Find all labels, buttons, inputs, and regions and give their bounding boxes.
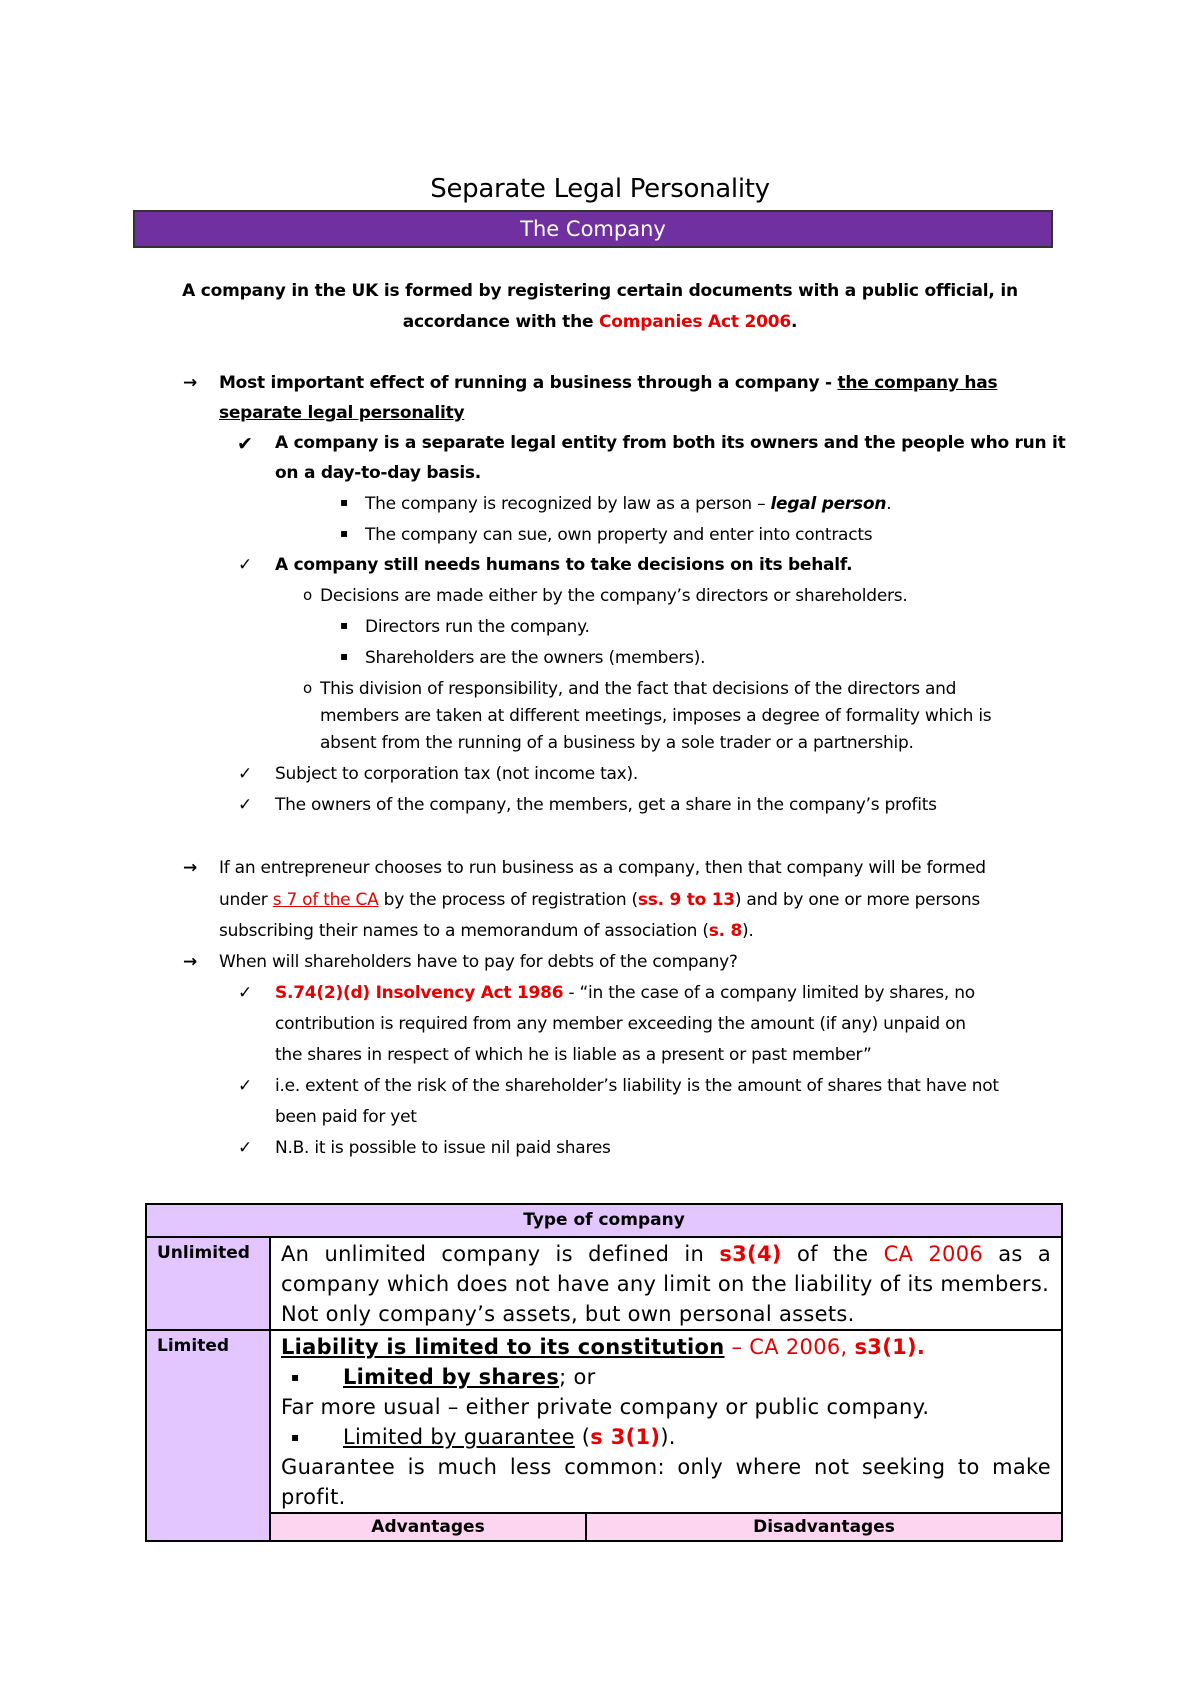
intro-paragraph — [140, 276, 1060, 338]
insolvency-act-ref: S.74(2)(d) Insolvency Act 1986 — [275, 983, 564, 1003]
ca2006-ref: CA 2006 — [749, 1335, 841, 1359]
text: ). — [660, 1425, 676, 1449]
text: ). — [742, 921, 754, 941]
ca-ref-link[interactable]: s 7 of the CA — [272, 890, 379, 910]
circle-item-2-cont: absent from the running of a business by a sole trader or a partnership. — [320, 733, 914, 753]
square-item-4: Shareholders are the owners (members). — [365, 648, 706, 668]
arrow-icon: → — [183, 952, 198, 972]
s3-1-ref: s 3(1) — [590, 1425, 661, 1449]
companies-act-ref: Companies Act 2006 — [599, 312, 792, 332]
table-row — [146, 1513, 1062, 1541]
check-item-1: A company is a separate legal entity from both its owners and the people who run it — [275, 433, 1066, 453]
s8-ref: s. 8 — [708, 921, 743, 941]
advantages-header: Advantages — [270, 1513, 586, 1541]
circle-bullet-icon: o — [303, 679, 313, 697]
s3-1-ref: s3(1). — [854, 1335, 926, 1359]
check-icon: ✓ — [238, 555, 253, 575]
check-item-6-cont: been paid for yet — [275, 1107, 417, 1127]
limited-heading — [281, 1332, 1051, 1362]
unlimited-description — [270, 1237, 1062, 1330]
section-band: The Company — [133, 210, 1053, 248]
circle-bullet-icon: o — [303, 586, 313, 604]
text: under — [219, 890, 273, 910]
square-item-3: Directors run the company. — [365, 617, 590, 637]
shares-note: Far more usual – either private company or public company. — [281, 1395, 930, 1419]
text: ) and by one or more persons — [734, 890, 980, 910]
row-label-limited: Limited — [146, 1330, 270, 1541]
table-row — [146, 1330, 1062, 1513]
unlimited-note: Not only company’s assets, but own personal assets. — [281, 1302, 855, 1326]
text: of the — [781, 1242, 884, 1266]
check-item-2: A company still needs humans to take decisions on its behalf. — [275, 555, 853, 575]
table-row — [146, 1237, 1062, 1330]
circle-item-2-cont: members are taken at different meetings, imposes a degree of formality which is — [320, 706, 992, 726]
bullet-main-2-cont — [219, 890, 980, 910]
bullet-main-1-cont: separate legal personality — [219, 403, 465, 423]
square-item-2: The company can sue, own property and enter into contracts — [365, 525, 873, 545]
bullet-main-2-cont — [219, 921, 754, 941]
intro-period: . — [791, 312, 798, 332]
text: , — [840, 1335, 855, 1359]
text: The company is recognized by law as a person – — [365, 494, 771, 514]
check-item-5 — [275, 983, 975, 1003]
check-item-3: Subject to corporation tax (not income tax). — [275, 764, 638, 784]
limited-by-shares: Limited by shares — [343, 1365, 560, 1389]
check-icon: ✓ — [238, 764, 253, 784]
check-icon: ✓ — [238, 983, 253, 1003]
text: subscribing their names to a memorandum of association ( — [219, 921, 709, 941]
bullet-main-2: If an entrepreneur chooses to run business as a company, then that company will be formed — [219, 858, 986, 878]
circle-item-2: This division of responsibility, and the fact that decisions of the directors and — [320, 679, 957, 699]
intro-line-2 — [140, 307, 1060, 338]
check-icon: ✓ — [238, 795, 253, 815]
emph-text: legal person — [770, 494, 887, 514]
text: ( — [574, 1425, 591, 1449]
arrow-icon: → — [183, 858, 198, 878]
limited-by-guarantee-item — [281, 1422, 1051, 1452]
bullet-main-1 — [219, 373, 997, 393]
text: as a company which does not have any limit on the liability of its members. — [281, 1242, 1051, 1296]
company-type-table — [145, 1203, 1063, 1542]
square-bullet-icon: ▪ — [340, 526, 349, 540]
ca2006-ref: CA 2006 — [883, 1242, 984, 1266]
check-icon: ✔ — [237, 433, 253, 455]
row-label-unlimited: Unlimited — [146, 1237, 270, 1330]
unlimited-text — [281, 1239, 1051, 1299]
text: . — [886, 494, 892, 514]
check-icon: ✓ — [238, 1138, 253, 1158]
disadvantages-header: Disadvantages — [586, 1513, 1062, 1541]
check-icon: ✓ — [238, 1076, 253, 1096]
square-bullet-icon: ▪ — [291, 1430, 300, 1444]
limited-heading-text: Liability is limited to its constitution — [281, 1335, 725, 1359]
s3-4-ref: s3(4) — [719, 1242, 782, 1266]
limited-by-shares-item — [281, 1362, 1051, 1392]
check-item-7: N.B. it is possible to issue nil paid shares — [275, 1138, 611, 1158]
circle-item-1: Decisions are made either by the company’s directors or shareholders. — [320, 586, 908, 606]
page-title: Separate Legal Personality — [430, 174, 770, 204]
bullet-main-3: When will shareholders have to pay for debts of the company? — [219, 952, 738, 972]
square-item-1 — [365, 494, 891, 514]
check-item-1-cont: on a day-to-day basis. — [275, 463, 481, 483]
intro-text: accordance with the — [402, 312, 600, 332]
intro-line-1: A company in the UK is formed by registering certain documents with a public official, in — [182, 281, 1018, 301]
arrow-icon: → — [183, 373, 198, 393]
limited-description — [270, 1330, 1062, 1513]
square-bullet-icon: ▪ — [340, 618, 349, 632]
bullet-text: Most important effect of running a business through a company - — [219, 373, 838, 393]
text: - “in the case of a company limited by shares, no — [563, 983, 975, 1003]
ss-ref: ss. 9 to 13 — [637, 890, 735, 910]
square-bullet-icon: ▪ — [340, 649, 349, 663]
text: by the process of registration ( — [378, 890, 638, 910]
limited-by-guarantee: Limited by guarantee — [343, 1425, 575, 1449]
table-header: Type of company — [146, 1204, 1062, 1237]
underlined-text: the company has — [837, 373, 998, 393]
text: ; or — [559, 1365, 596, 1389]
text: – — [724, 1335, 750, 1359]
text: An unlimited company is defined in — [281, 1242, 720, 1266]
check-item-5-cont: contribution is required from any member exceeding the amount (if any) unpaid on — [275, 1014, 966, 1034]
guarantee-note: Guarantee is much less common: only where not seeking to make profit. — [281, 1455, 1051, 1509]
square-bullet-icon: ▪ — [291, 1370, 300, 1384]
check-item-5-cont: the shares in respect of which he is liable as a present or past member” — [275, 1045, 872, 1065]
check-item-4: The owners of the company, the members, get a share in the company’s profits — [275, 795, 937, 815]
square-bullet-icon: ▪ — [340, 495, 349, 509]
check-item-6: i.e. extent of the risk of the shareholder’s liability is the amount of shares that have not — [275, 1076, 999, 1096]
